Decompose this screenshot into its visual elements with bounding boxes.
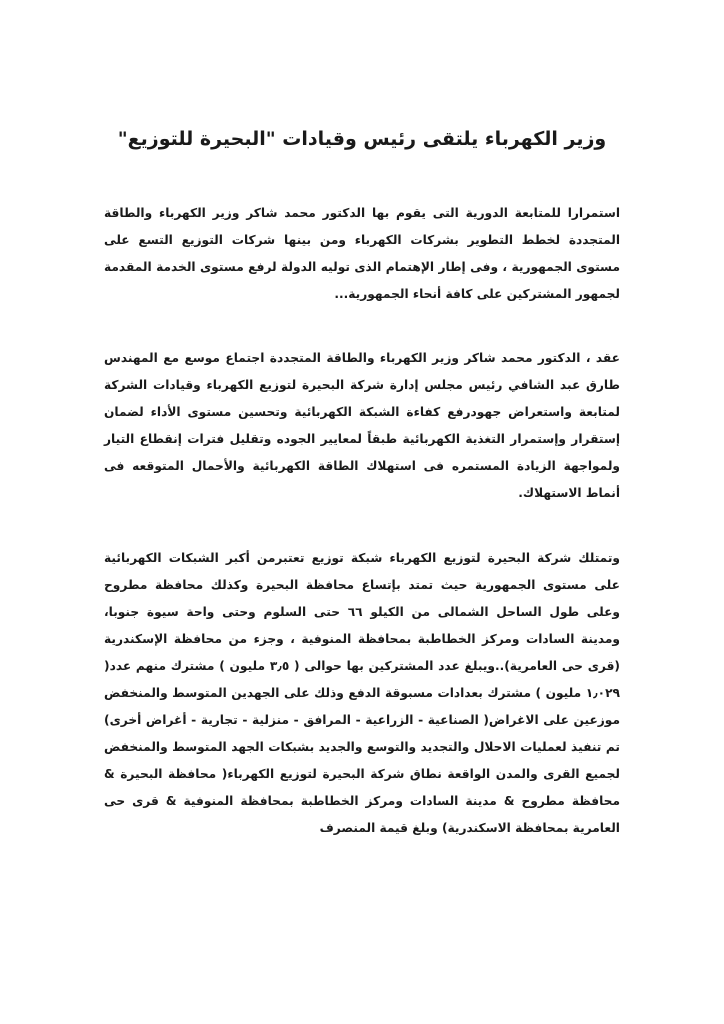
paragraph-meeting: عقد ، الدكتور محمد شاكر وزير الكهرباء والطاقة المتجددة اجتماع موسع مع المهندس طارق عبد الشافي رئيس مجلس إدارة شركة البحيرة لتوزيع الكهرباء وقيادات الشركة لمتابعة واستعراض جهودرفع كفاءة الشبكة الكهربائية وتحسين مستوى الأداء لضمان إستقرار وإستمرار التغذية الكهربائية طبقاً لمعايير الجوده وتقليل فترات إنقطاع التيار ولمواجهة الزيادة المستمره فى استهلاك الطاقة الكهربائية والأحمال المتوقعه فى أنماط الاستهلاك.: [104, 351, 620, 500]
paragraph-network: وتمتلك شركة البحيرة لتوزيع الكهرباء شبكة توزيع تعتبرمن أكبر الشبكات الكهربائية على مستوى الجمهورية حيث تمتد بإتساع محافظة البحيرة وكذلك محافظة مطروح وعلى طول الساحل الشمالى من الكيلو ٦٦ حتى السلوم وحتى واحة سيوة جنوبا، ومدينة السادات ومركز الخطاطبة بمحافظة المنوفية ، وجزء من محافظة الإسكندرية (قرى حى العامرية)..ويبلغ عدد المشتركين بها حوالى ( ٣٫٥ مليون ) مشترك منهم عدد( ١٫٠٢٩ مليون ) مشترك بعدادات مسبوقة الدفع وذلك على الجهدين المتوسط والمنخفض موزعين على الاغراض( الصناعية - الزراعية - المرافق - منزلية - تجارية - أغراض أخرى) تم تنفيذ لعمليات الاحلال والتجديد والتوسع والجديد بشبكات الجهد المتوسط والمنخفض لجميع القرى والمدن الواقعة نطاق شركة البحيرة لتوزيع الكهرباء( محافظة البحيرة & محافظة مطروح & مدينة السادات ومركز الخطاطبة بمحافظة المنوفية & قرى حى العامرية بمحافظة الاسكندرية) وبلغ قيمة المنصرف: [104, 551, 621, 835]
paragraph-intro: استمرارا للمتابعة الدورية التى يقوم بها الدكتور محمد شاكر وزير الكهرباء والطاقة المتجددة لخطط التطوير بشركات الكهرباء ومن بينها شركات التوزيع التسع على مستوى الجمهورية ، وفى إطار الإهتمام الذى توليه الدولة لرفع مستوى الخدمة المقدمة لجمهور المشتركين على كافة أنحاء الجمهورية...: [104, 206, 620, 301]
document-title: وزير الكهرباء يلتقى رئيس وقيادات "البحيرة للتوزيع": [117, 128, 607, 150]
